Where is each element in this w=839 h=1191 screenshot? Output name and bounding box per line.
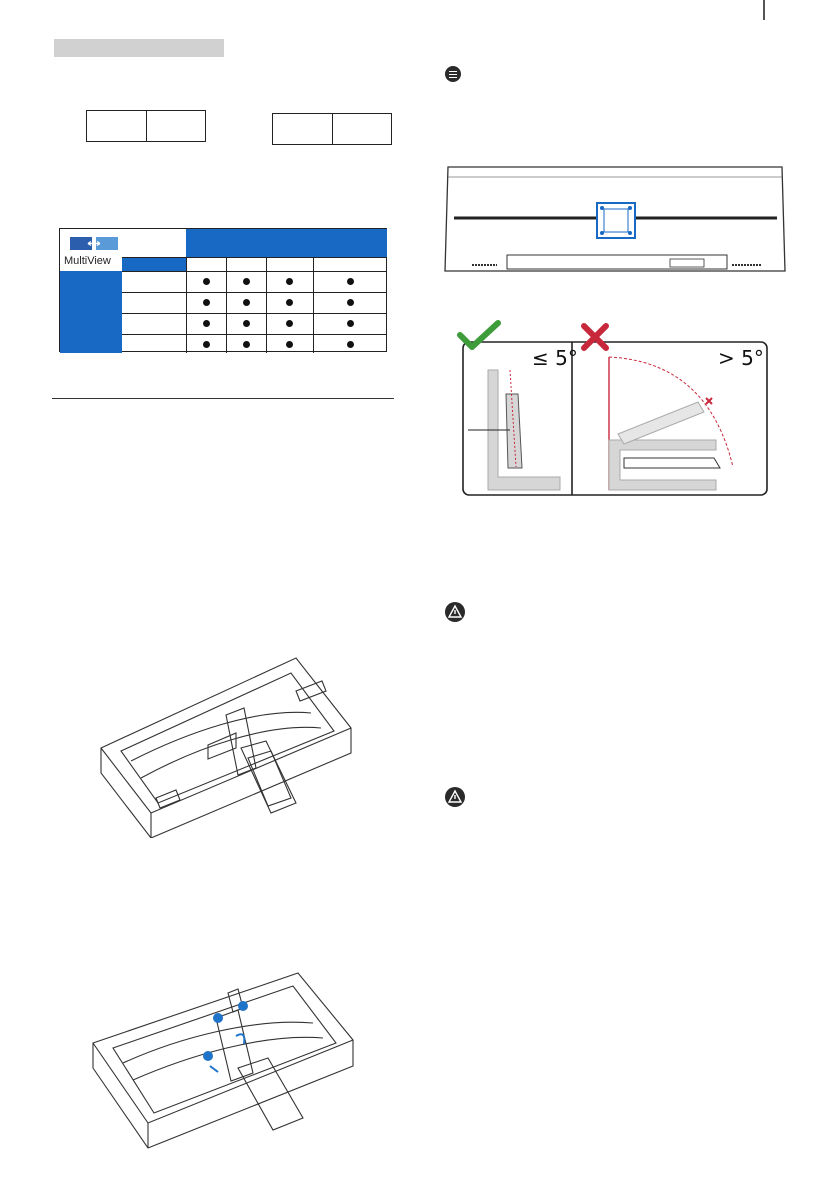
multiview-row-line [122,334,387,335]
multiview-support-dot [347,341,354,348]
warning-icon [445,787,465,807]
spec-box-left [86,110,206,142]
tilt-ok-label: ≤ 5° [532,346,578,370]
multiview-support-dot [203,320,210,327]
warning-icon [445,602,465,622]
multiview-support-dot [203,341,210,348]
note-icon [445,66,461,82]
check-icon [457,320,501,350]
multiview-row-line [122,313,387,314]
cross-icon [580,322,610,352]
multiview-support-dot [286,341,293,348]
multiview-support-dot [243,320,250,327]
multiview-row-line [122,257,387,258]
multiview-side-band [60,271,122,353]
section-divider [52,398,394,399]
spec-box-cell [333,114,392,144]
multiview-support-dot [203,299,210,306]
page-edge-mark [763,0,765,20]
spec-box-right [272,113,392,145]
multiview-logo-icon [70,237,118,250]
multiview-support-dot [347,320,354,327]
multiview-row-line [122,271,387,272]
multiview-support-dot [347,299,354,306]
multiview-support-dot [286,278,293,285]
multiview-support-dot [243,341,250,348]
section-header-bar [54,39,224,57]
multiview-support-dot [286,320,293,327]
monitor-rear-view [442,163,788,275]
multiview-logo-text: MultiView [64,255,111,267]
multiview-support-dot [347,278,354,285]
multiview-support-dot [243,278,250,285]
spec-box-cell [147,111,206,141]
tilt-bad-label: > 5° [718,346,764,370]
packaging-illustration [96,653,356,838]
multiview-row-line [122,292,387,293]
multiview-grid [122,257,387,353]
multiview-header-band [186,229,387,257]
multiview-support-dot [203,278,210,285]
spec-box-cell [87,111,147,141]
spec-box-cell [273,114,333,144]
multiview-support-dot [286,299,293,306]
packaging-removal-illustration [88,968,358,1153]
multiview-support-dot [243,299,250,306]
multiview-table [59,228,387,352]
